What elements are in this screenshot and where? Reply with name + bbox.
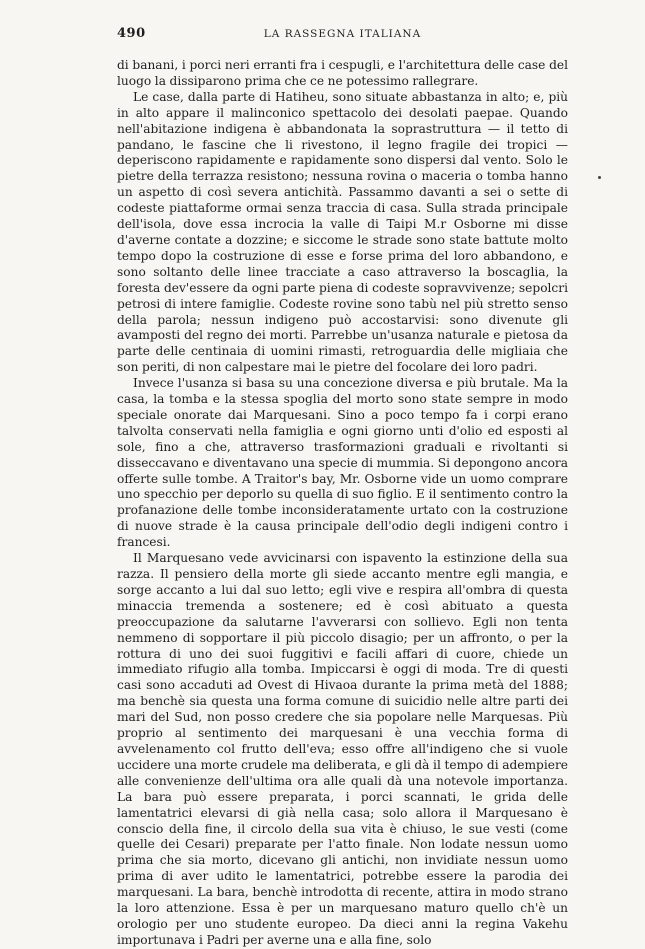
running-title: LA RASSEGNA ITALIANA xyxy=(263,28,422,40)
body-text xyxy=(117,58,568,949)
book-page xyxy=(117,26,568,949)
paragraph-continued: di banani, i porci neri erranti fra i cespugli, e l'architettura delle case del luogo la dissiparono prima che ce ne potessimo rallegrare. xyxy=(117,58,568,88)
margin-dot xyxy=(598,176,601,179)
paragraph: Le case, dalla parte di Hatiheu, sono situate abbastanza in alto; e, più in alto appare il malinconico spettacolo dei desolati paepae. Quando nell'abitazione indigena è abbandonata la soprastruttura — il tetto di pandano, le fascine che li rivestono, il legno fragile dei tropici — deperiscono rapidamente e rapidamente sono dispersi dal vento. Solo le pietre della terrazza resistono; nessuna rovina o maceria o tomba hanno un aspetto di così severa antichità. Passammo davanti a sei o sette di codeste piattaforme ormai senza traccia di casa. Sulla strada principale dell'isola, dove essa incrocia la valle di Taipi M.r Osborne mi disse d'averne contate a dozzine; e siccome le strade sono state battute molto tempo dopo la costruzione di esse e forse prima del loro abbandono, e sono soltanto delle linee tracciate a caso attraverso la boscaglia, la foresta dev'essere da ogni parte piena di codeste sopravvivenze; sepolcri petrosi di intere famiglie. Codeste rovine sono tabù nel più stretto senso della parola; nessun indigeno può accostarvisi: sono divenute gli avamposti del regno dei morti. Parrebbe un'usanza naturale e pietosa da parte delle centinaia di uomini rimasti, retroguardia delle migliaia che son periti, di non calpestare mai le pietre del focolare dei loro padri. xyxy=(117,89,568,375)
page-header xyxy=(117,26,568,46)
page-number: 490 xyxy=(117,26,146,41)
paragraph: Invece l'usanza si basa su una concezione diversa e più brutale. Ma la casa, la tomba e la stessa spoglia del morto sono state sempre in modo speciale onorate dai Marquesani. Sino a poco tempo fa i corpi erano talvolta conservati nella famiglia e ogni giorno unti d'olio ed esposti al sole, fino a che, attraverso trasformazioni graduali e rivoltanti si disseccavano e diventavano una specie di mummia. Si depongono ancora offerte sulle tombe. A Traitor's bay, Mr. Osborne vide un uomo comprare uno specchio per deporlo su quella di suo figlio. E il sentimento contro la profanazione delle tombe inconsideratamente urtato con la costruzione di nuove strade è la causa principale dell'odio degli indigeni contro i francesi. xyxy=(117,376,568,550)
paragraph: Il Marquesano vede avvicinarsi con ispavento la estinzione della sua razza. Il pensiero della morte gli siede accanto mentre egli mangia, e sorge accanto a lui dal suo letto; egli vive e respira all'ombra di questa minaccia tremenda a sostenere; ed è così abituato a questa preoccupazione da salutarne l'avverarsi con sollievo. Egli non tenta nemmeno di sopportare il più piccolo disagio; per un affronto, o per la rottura di uno dei suoi fuggitivi e facili affari di cuore, chiede un immediato rifugio alla tomba. Impiccarsi è oggi di moda. Tre di questi casi sono accaduti ad Ovest di Hivaoa durante la prima metà del 1888; ma benchè sia questa una forma comune di suicidio nelle altre parti dei mari del Sud, non posso credere che sia popolare nelle Marquesas. Più proprio al sentimento dei marquesani è una vecchia forma di avvelenamento col frutto dell'eva; esso offre all'indigeno che si vuole uccidere una morte crudele ma deliberata, e gli dà il tempo di adempiere alle convenienze dell'ultima ora alle quali dà una notevole importanza. La bara può essere preparata, i porci scannati, le grida delle lamentatrici elevarsi di già nella casa; solo allora il Marquesano è conscio della fine, il circolo della sua vita è chiuso, le sue vesti (come quelle dei Cesari) preparate per l'atto finale. Non lodate nessun uomo prima che sia morto, dicevano gli antichi, non invidiate nessun uomo prima di aver udito le lamentatrici, potrebbe essere la parodia dei marquesani. La bara, benchè introdotta di recente, attira in modo strano la loro attenzione. Essa è per un marquesano maturo quello ch'è un orologio per uno studente europeo. Da dieci anni la regina Vakehu importunava i Padri per averne una e alla fine, solo xyxy=(117,551,568,947)
